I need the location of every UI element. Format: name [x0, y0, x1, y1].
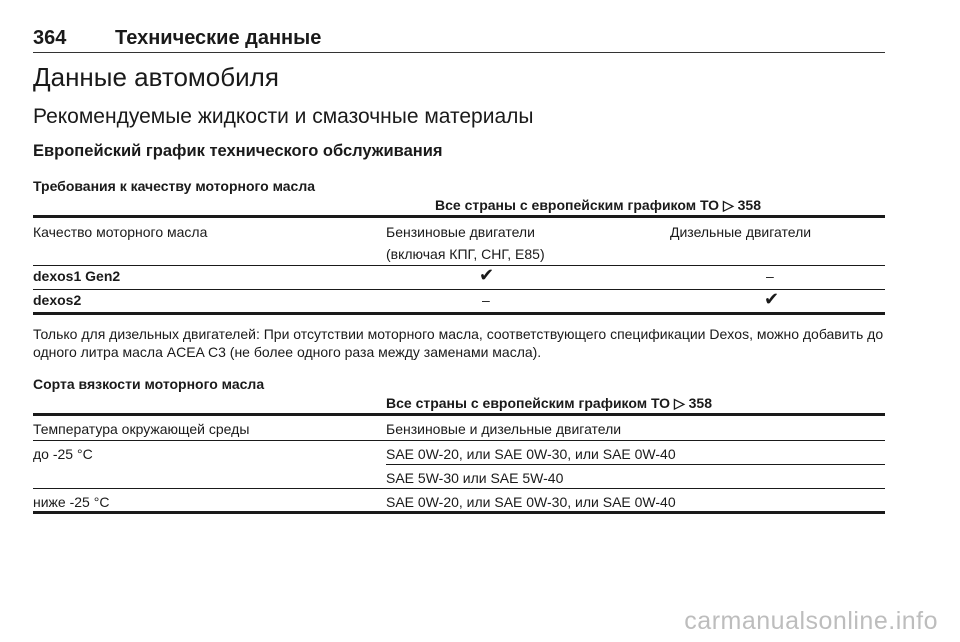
oil-quality-table-caption: Все страны с европейским графиком ТО ▷ 358 [435, 197, 761, 213]
section-heading: Европейский график технического обслуживания [33, 142, 443, 160]
page-number: 364 [33, 27, 67, 49]
table-rule [33, 215, 885, 218]
table-rule [33, 440, 885, 441]
col-header-diesel: Дизельные двигатели [670, 224, 812, 240]
viscosity-row-temp: до -25 °C [33, 446, 93, 462]
table-rule [33, 488, 885, 489]
oil-quality-heading: Требования к качеству моторного масла [33, 178, 316, 194]
header-rule [33, 52, 885, 53]
table-rule [33, 289, 885, 290]
running-section-title: Технические данные [115, 27, 322, 49]
dash-mark: – [766, 268, 774, 284]
viscosity-row-grades: SAE 0W-20, или SAE 0W-30, или SAE 0W-40 [386, 494, 676, 510]
page-title: Данные автомобиля [33, 62, 279, 92]
running-header [33, 27, 885, 51]
table-rule [33, 413, 885, 416]
table-rule [33, 511, 885, 514]
col-header-temperature: Температура окружающей среды [33, 421, 250, 437]
col-header-oil-quality: Качество моторного масла [33, 224, 208, 240]
oil-row-name: dexos2 [33, 292, 82, 308]
col-header-engines: Бензиновые и дизельные двигатели [386, 421, 622, 437]
table-rule [33, 312, 885, 315]
watermark: carmanualsonline.info [684, 607, 938, 635]
viscosity-row-grades: SAE 5W-30 или SAE 5W-40 [386, 470, 564, 486]
viscosity-table-caption: Все страны с европейским графиком ТО ▷ 358 [386, 395, 712, 411]
viscosity-row-grades: SAE 0W-20, или SAE 0W-30, или SAE 0W-40 [386, 446, 676, 462]
page-ref-arrow-icon: ▷ [722, 197, 734, 213]
check-icon: ✔ [479, 265, 495, 285]
viscosity-heading: Сорта вязкости моторного масла [33, 376, 265, 392]
table-rule [386, 464, 885, 465]
diesel-note-paragraph: Только для дизельных двигателей: При отсутствии моторного масла, соответствующего спецификации Dexos, можно добавить до одного литра масла ACEA C3 (не более одного раза между заменами масла). [33, 326, 884, 360]
viscosity-ref-link[interactable]: 358 [688, 395, 712, 411]
oil-quality-ref-link[interactable]: 358 [737, 197, 761, 213]
page-subtitle: Рекомендуемые жидкости и смазочные материалы [33, 105, 534, 128]
viscosity-row-temp: ниже -25 °C [33, 494, 110, 510]
check-icon: ✔ [764, 289, 780, 309]
table-rule [33, 265, 885, 266]
col-header-petrol-note: (включая КПГ, СНГ, E85) [386, 246, 545, 262]
dash-mark: – [482, 292, 490, 308]
oil-row-name: dexos1 Gen2 [33, 268, 121, 284]
page-ref-arrow-icon: ▷ [673, 395, 685, 411]
col-header-petrol: Бензиновые двигатели [386, 224, 535, 240]
